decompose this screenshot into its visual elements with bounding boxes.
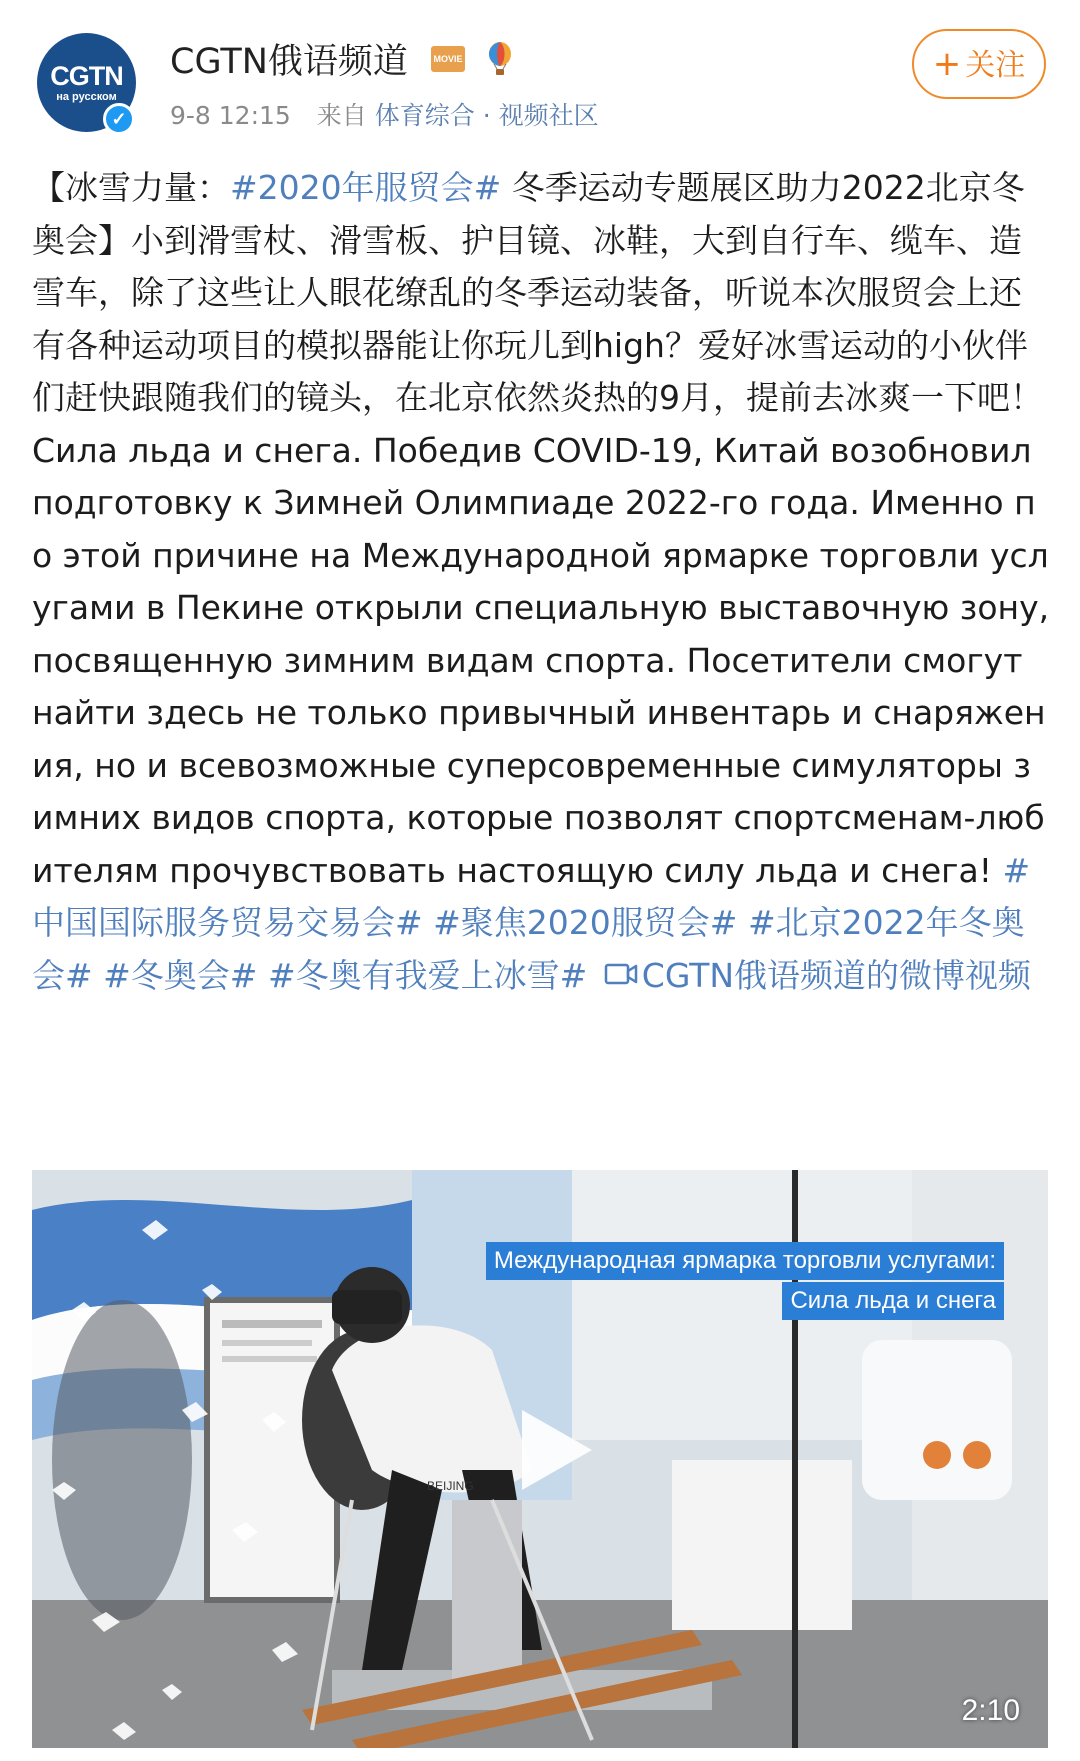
video-caption [486, 1242, 1004, 1320]
username[interactable]: CGTN俄语频道 [170, 42, 408, 82]
post-meta [170, 96, 599, 132]
video-link-label[interactable]: CGTN俄语频道的微博视频 [641, 955, 1032, 995]
post-timestamp: 9-8 12:15 [170, 101, 291, 130]
hashtag-link[interactable]: #聚焦2020服贸会# [433, 903, 738, 942]
balloon-badge-icon [486, 42, 514, 76]
video-duration: 2:10 [961, 1694, 1020, 1727]
video-link[interactable] [598, 956, 1031, 995]
follow-button[interactable] [912, 29, 1046, 99]
post-text-part: 【冰雪力量： [32, 168, 230, 207]
video-camera-icon [604, 961, 638, 987]
play-icon[interactable] [502, 1400, 602, 1500]
hashtag-link[interactable]: #北京2022年冬奥会# [32, 903, 1025, 995]
hashtag-link[interactable]: #冬奥会# [103, 955, 258, 995]
avatar-logo-subtext: на русском [56, 91, 117, 103]
plus-icon: + [932, 44, 962, 84]
movie-badge-icon: MOVIE [431, 46, 465, 72]
caption-line-1: Международная ярмарка торговли услугами: [486, 1242, 1004, 1280]
scene-logo-text: BEIJING [427, 1479, 474, 1493]
video-player[interactable] [32, 1170, 1048, 1748]
avatar-logo-text: CGTN [50, 61, 123, 91]
post-text-part: 冬季运动专题展区助力2022北京冬奥会】小到滑雪杖、滑雪板、护目镜、冰鞋，大到自行车、缆车、造雪车，除了这些让人眼花缭乱的冬季运动装备，听说本次服贸会上还有各种运动项目的模拟器能让你玩儿到high？爱好冰雪运动的小伙伴们赶快跟随我们的镜头，在北京依然炎热的9月，提前去冰爽一下吧！Сила льда и снега. Победив COVID-19, Китай возобновил подготовку к Зимней Олимпиаде 2022-го года. Именно по этой причине на Международной ярмарке торговли услугами в Пекине открыли специальную выставочную зону, посвященную зимним видам спорта. Посетители смогут найти здесь не только привычный инвентарь и снаряжения, но и всевозможные суперсовременные симуляторы зимних видов спорта, которые позволят спортсменам-любителям прочувствовать настоящую силу льда и снега! [32, 168, 1050, 890]
follow-label: 关注 [965, 48, 1026, 83]
from-label: 来自 [316, 101, 367, 130]
hashtag-link[interactable]: #冬奥有我爱上冰雪# [267, 955, 588, 995]
post-text [32, 162, 1052, 1002]
post-header [0, 0, 1080, 140]
post-source-link[interactable]: 体育综合 · 视频社区 [374, 101, 599, 130]
username-row[interactable] [170, 34, 514, 84]
hashtag-link[interactable]: #2020年服贸会# [230, 168, 502, 207]
verified-badge-icon: ✓ [103, 103, 135, 135]
hashtag-link[interactable]: #中国国际服务贸易交易会# [32, 850, 1031, 942]
caption-line-2: Сила льда и снега [782, 1282, 1004, 1320]
